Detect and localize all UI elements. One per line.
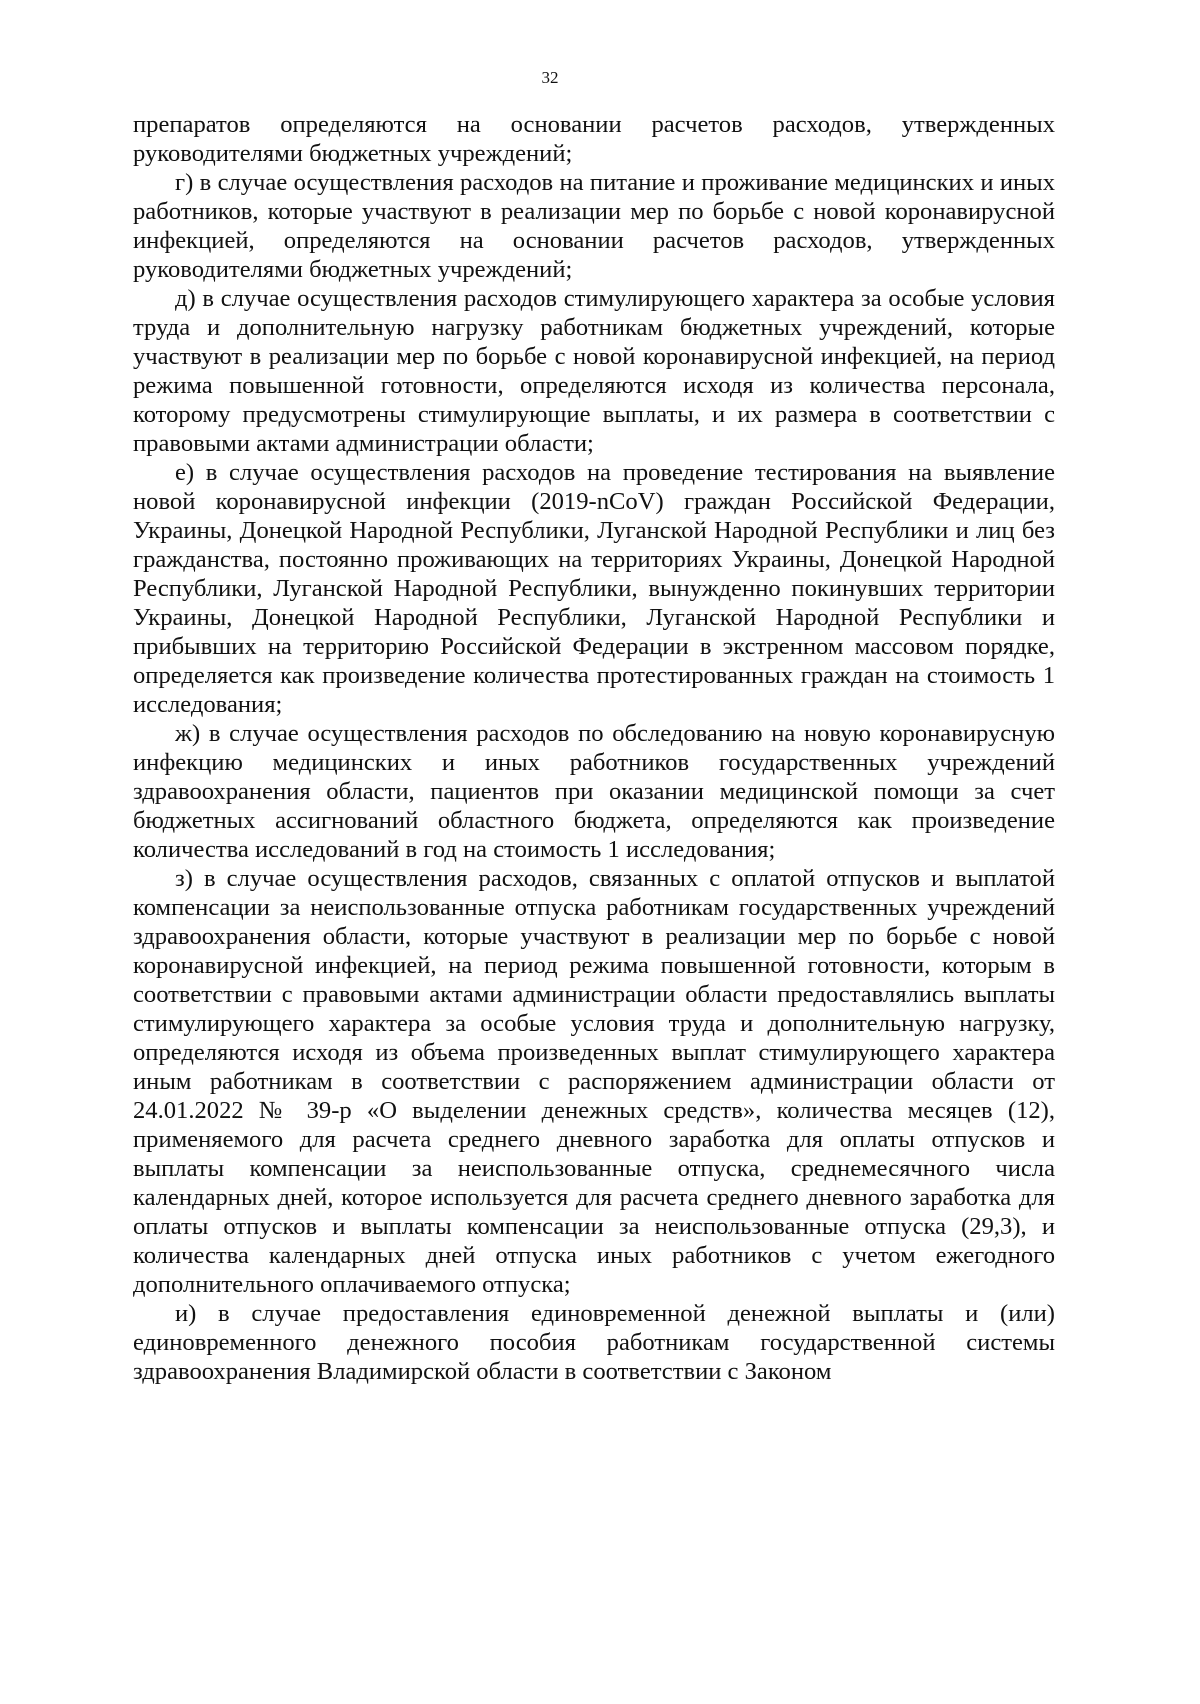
paragraph-item-g: г) в случае осуществления расходов на питание и проживание медицинских и иных работников, которые участвуют в реализации мер по борьбе с новой коронавирусной инфекцией, определяются на основании расчетов расходов, утвержденных руководителями бюджетных учреждений; — [133, 169, 1055, 283]
document-body — [133, 110, 1055, 1386]
page-number: 32 — [541, 68, 559, 87]
paragraph-item-d: д) в случае осуществления расходов стимулирующего характера за особые условия труда и дополнительную нагрузку работникам бюджетных учреждений, которые участвуют в реализации мер по борьбе с новой коронавирусной инфекцией, на период режима повышенной готовности, определяются исходя из количества персонала, которому предусмотрены стимулирующие выплаты, и их размера в соответствии с правовыми актами администрации области; — [133, 285, 1055, 457]
paragraph-item-e: е) в случае осуществления расходов на проведение тестирования на выявление новой коронавирусной инфекции (2019-nCoV) граждан Российской Федерации, Украины, Донецкой Народной Республики, Луганской Народной Республики и лиц без гражданства, постоянно проживающих на территориях Украины, Донецкой Народной Республики, Луганской Народной Республики, вынужденно покинувших территории Украины, Донецкой Народной Республики, Луганской Народной Республики и прибывших на территорию Российской Федерации в экстренном массовом порядке, определяется как произведение количества протестированных граждан на стоимость 1 исследования; — [133, 459, 1055, 718]
paragraph-item-zh: ж) в случае осуществления расходов по обследованию на новую коронавирусную инфекцию медицинских и иных работников государственных учреждений здравоохранения области, пациентов при оказании медицинской помощи за счет бюджетных ассигнований областного бюджета, определяются как произведение количества исследований в год на стоимость 1 исследования; — [133, 720, 1055, 863]
paragraph-item-i: и) в случае предоставления единовременной денежной выплаты и (или) единовременного денежного пособия работникам государственной системы здравоохранения Владимирской области в соответствии с Законом — [133, 1300, 1055, 1385]
paragraph-item-z: з) в случае осуществления расходов, связанных с оплатой отпусков и выплатой компенсации за неиспользованные отпуска работникам государственных учреждений здравоохранения области, которые участвуют в реализации мер по борьбе с новой коронавирусной инфекцией, на период режима повышенной готовности, которым в соответствии с правовыми актами администрации области предоставлялись выплаты стимулирующего характера за особые условия труда и дополнительную нагрузку, определяются исходя из объема произведенных выплат стимулирующего характера иным работникам в соответствии с распоряжением администрации области от 24.01.2022 № 39-р «О выделении денежных средств», количества месяцев (12), применяемого для расчета среднего дневного заработка для оплаты отпусков и выплаты компенсации за неиспользованные отпуска, среднемесячного числа календарных дней, которое используется для расчета среднего дневного заработка для оплаты отпусков и выплаты компенсации за неиспользованные отпуска (29,3), и количества календарных дней отпуска иных работников с учетом ежегодного дополнительного оплачиваемого отпуска; — [133, 865, 1055, 1298]
paragraph-continuation: препаратов определяются на основании расчетов расходов, утвержденных руководителями бюджетных учреждений; — [133, 111, 1055, 167]
